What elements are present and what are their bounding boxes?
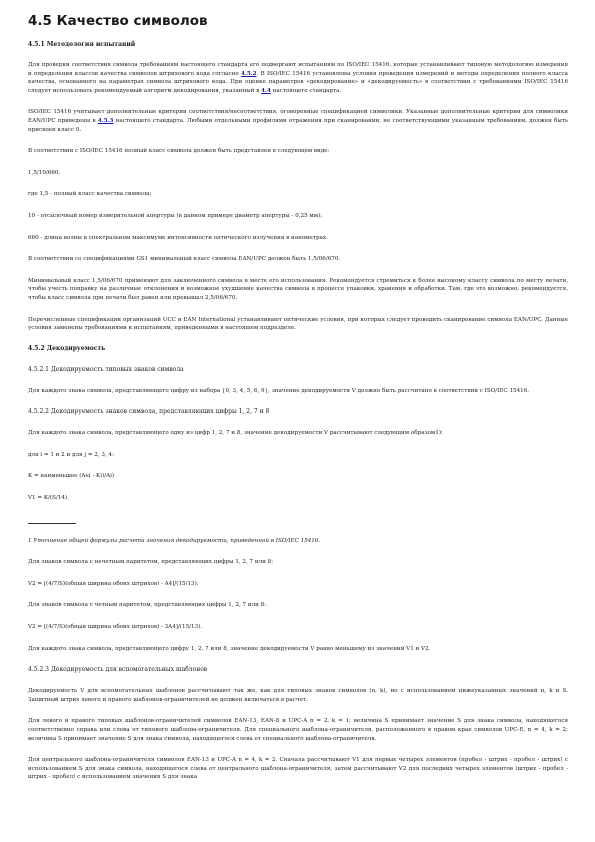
paragraph-2 — [28, 108, 568, 134]
formula-v1: V1 = K/(S/14). — [28, 495, 69, 502]
heading-digits-1278: 4.5.2.2 Декодируемость знаков символа, представляющих цифры 1, 2, 7 и 8 — [28, 408, 270, 416]
link-4-4[interactable]: 4.4 — [261, 87, 271, 94]
paragraph-8: В соответствии со спецификациями GS1 минимальный класс символа EAN/UPC должен быть 1,5/06/670. — [28, 256, 341, 263]
paragraph-3: В соответствии с ISO/IEC 15416 полный класс символа должен быть представлен в следующем виде: — [28, 148, 330, 155]
paragraph-22: Для левого и правого типовых шаблонов-ограничителей символов EAN-13, EAN-8 и UPC-A n = 2, k = 1; величина S принимает значение S для знака символа, находящегося соответственно справа или слева от типового шаблона-ограничителя. Для специального шаблона-ограничителя, расположенного в правом крае символов UPC-E, n = 4, k = 2; величина S принимает значение S для знака символа, находящегося слева от специального шаблона-ограничителя. — [28, 718, 568, 742]
paragraph-12: Для каждого знака символа, представляющего одну из цифр 1, 2, 7 и 8, значение декодируемости V рассчитывают следующим образом1): — [28, 430, 443, 437]
paragraph-23: Для центрального шаблона-ограничителя символов EAN-13 и UPC-A n = 4, k = 2. Сначала рассчитывают V1 для первых четырех элементов (пробел - штрих - пробел - штрих) с использованием S для знака символа, находящегося слева от центрального шаблона-ограничителя, затем рассчитывают V2 для последних четырех элементов (штрих - пробел - штрих - пробел) с использованием значения S для знака — [28, 757, 568, 781]
footnote-divider — [28, 523, 76, 524]
formula-k: K = наименьшее (Aei - Ki)/Ai) — [28, 473, 115, 480]
footnote: 1 Уточнение общей формулы расчета значения декодируемости, приведенной в ISO/IEC 15416. — [28, 537, 321, 544]
heading-auxiliary-patterns: 4.5.2.3 Декодируемость для вспомогательных шаблонов — [28, 666, 208, 674]
formula-range: для i = 1 и 2 и для j = 2, 3, 4: — [28, 451, 114, 458]
heading-typical-chars: 4.5.2.1 Декодируемость типовых знаков символа — [28, 365, 184, 373]
paragraph-1-text-b: . В ISO/IEC 15416 установлены условия проведения измерений и методы определения полного класса качества, основанного на параметрах символа штрихового кода. При оценке параметров «декодирование» и «декодируемость» в соответствии с требованиями ISO/IEC 15416 следует использовать рекомендуемый алгоритм декодирования, указанный в — [28, 70, 568, 94]
paragraph-1-text-a: Для проверки соответствия символа требованиям настоящего стандарта его подвергают испытаниям по ISO/IEC 15416, которые устанавливают типовую методологию измерения и определения классов качества символов штрихового кода согласно — [28, 62, 568, 77]
paragraph-20: Для каждого знака символа, представляющего цифру 1, 2, 7 или 8, значение декодируемости V равно меньшему из значений V1 и V2. — [28, 645, 431, 652]
paragraph-9: Минимальный класс 1,5/06/670 применяют для заключенного символа в месте его использования. Рекомендуется стремиться к более высокому классу символа по месту печати, чтобы учесть поправку на различные отклонения и возможное ухудшение качества символа в процессе упаковки, хранения и обработки. Там, где это возможно, рекомендуется, чтобы класс символа при печати был равен или превышал 2,5/06/670. — [28, 277, 568, 301]
link-4-5-3[interactable]: 4.5.3 — [97, 117, 114, 124]
formula-v2-even: V2 = [(4/7/S)(общая ширина обоих штрихов) - 3A4]/(15/13). — [28, 624, 203, 631]
paragraph-11: Для каждого знака символа, представляющего цифру из набора {0, 3, 4, 5, 6, 9}, значение декодируемости V должно быть рассчитано в соответствии с ISO/IEC 15416. — [28, 387, 530, 394]
heading-methodology: 4.5.1 Методология испытаний — [28, 41, 136, 48]
paragraph-18: Для знаков символа с четным паритетом, представляющих цифры 1, 2, 7 или 8: — [28, 602, 267, 609]
formula-v2-odd: V2 = [(4/7/S)(общая ширина обоих штрихов) - A4]/(15/13). — [28, 580, 199, 587]
paragraph-10: Перечисленные спецификации организаций UCC и EAN International устанавливают оптические условия, при которых следует проводить сканирование символа EAN/UPC. Данные условия заменены требованиями к испытаниям, приведенными в настоящем подразделе. — [28, 316, 568, 332]
document-page — [28, 12, 568, 782]
link-4-5-2[interactable]: 4.5.2 — [240, 70, 257, 77]
paragraph-16: Для знаков символа с нечетным паритетом, представляющих цифры 1, 2, 7 или 8: — [28, 559, 274, 566]
paragraph-7: 660 - длина волны в спектральном максимуме интенсивности оптического излучения в нанометрах. — [28, 234, 328, 241]
paragraph-5: где 1,5 - полный класс качества символа; — [28, 191, 152, 198]
paragraph-1-text-c: настоящего стандарта. — [270, 87, 342, 94]
paragraph-6: 10 - отсылочный номер измерительной апертуры (в данном примере диаметр апертуры - 0,25 мм); — [28, 212, 323, 219]
heading-decodability: 4.5.2 Декодируемость — [28, 344, 106, 352]
grade-example: 1,5/10/660, — [28, 169, 61, 176]
section-title: 4.5 Качество символов — [28, 13, 208, 29]
paragraph-21: Декодируемость V для вспомогательных шаблонов рассчитывают так же, как для типовых знаков символов (n, k), но с использованием нижеуказанных значений n, k и S. Защитный штрих левого и правого шаблонов-ограничителей не должен включаться в расчет. — [28, 688, 568, 703]
paragraph-2-text-b: настоящего стандарта. Любыми отдельными профилями отражения при сканировании, не соответствующими указанным требованиям, должен быть присвоен класс 0. — [28, 117, 568, 133]
paragraph-2-text-a: ISO/IEC 15416 учитывает дополнительные критерии соответствия/несоответствия, оговоренные спецификацией символики. Указанные дополнительные критерии для символики EAN/UPC приведены в — [28, 109, 568, 124]
paragraph-1 — [28, 61, 568, 95]
